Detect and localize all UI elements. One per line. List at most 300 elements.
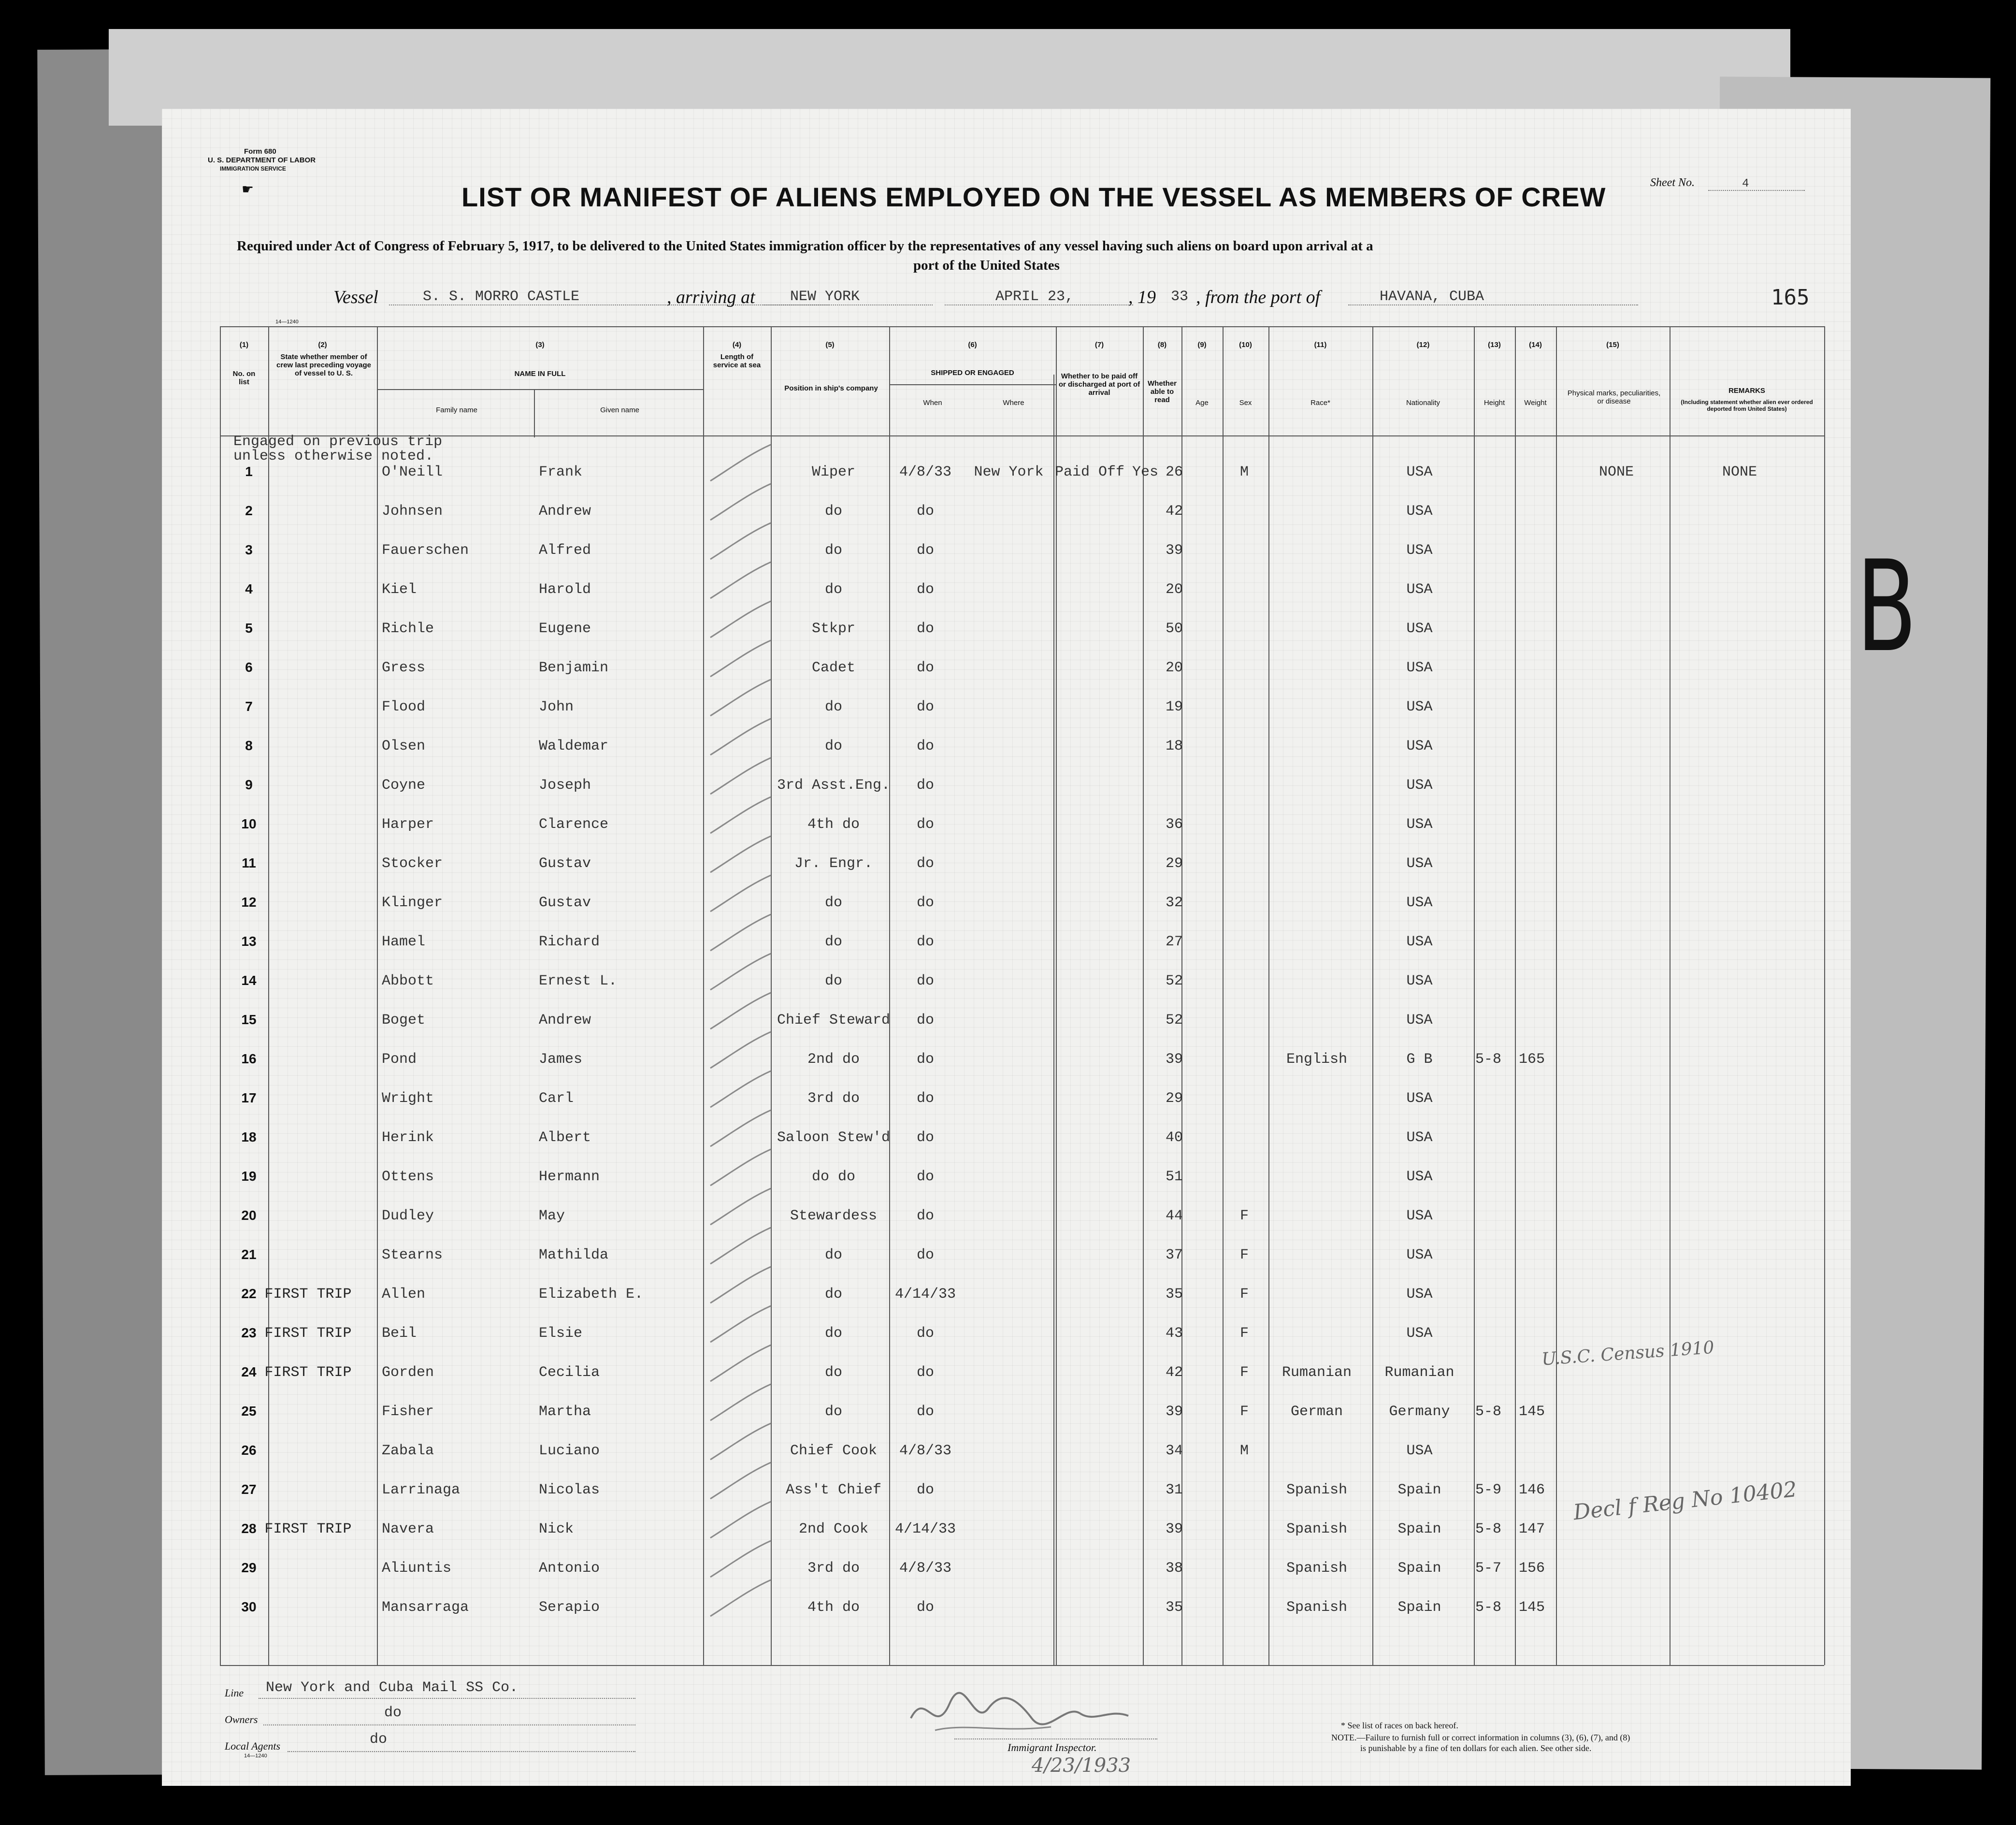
given-name: Nicolas — [539, 1482, 600, 1498]
row-number: 28 — [241, 1521, 257, 1536]
penalty-note-1: NOTE.—Failure to furnish full or correct information in columns (3), (6), (7), and (8) — [1331, 1733, 1630, 1742]
given-name: Gustav — [539, 895, 591, 911]
col1-number: (1) — [239, 341, 249, 349]
position: Cadet — [811, 660, 855, 676]
family-name: Coyne — [382, 777, 426, 794]
col3-given: Given name — [600, 406, 639, 414]
given-name: Andrew — [539, 1012, 591, 1028]
position: Saloon Stew'd — [777, 1130, 891, 1146]
col16-subheader: (Including statement whether alien ever ordered deported from United States) — [1681, 399, 1813, 412]
shipped-when: do — [916, 1208, 934, 1224]
row-number: 21 — [241, 1247, 257, 1262]
race: English — [1286, 1051, 1348, 1068]
position: do — [824, 1404, 842, 1420]
position: do — [824, 581, 842, 598]
position: 2nd Cook — [798, 1521, 869, 1537]
given-name: Nick — [539, 1521, 574, 1537]
table-row — [162, 581, 1851, 620]
age: 39 — [1165, 542, 1183, 559]
shipped-when: do — [916, 621, 934, 637]
given-name: Harold — [539, 581, 591, 598]
weight: 146 — [1518, 1482, 1545, 1498]
age: 52 — [1165, 973, 1183, 989]
age: 19 — [1165, 699, 1183, 715]
row-number: 8 — [245, 738, 253, 753]
height: 5-8 — [1475, 1599, 1501, 1616]
nationality: USA — [1406, 503, 1433, 520]
given-name: John — [539, 699, 574, 715]
family-name: Olsen — [382, 738, 426, 754]
age: 26 — [1165, 464, 1183, 480]
shipped-when: do — [916, 738, 934, 754]
weight: 145 — [1518, 1404, 1545, 1420]
col14-number: (14) — [1529, 341, 1542, 349]
position: do — [824, 1286, 842, 1303]
given-name: May — [539, 1208, 565, 1224]
pencil-tick-mark — [701, 912, 773, 956]
table-row — [162, 1051, 1851, 1090]
nationality: USA — [1406, 464, 1433, 480]
family-name: Gress — [382, 660, 426, 676]
table-row — [162, 738, 1851, 777]
table-row — [162, 1521, 1851, 1560]
position: 3rd Asst.Eng. — [777, 777, 891, 794]
age: 52 — [1165, 1012, 1183, 1028]
age: 32 — [1165, 895, 1183, 911]
from-port: HAVANA, CUBA — [1380, 289, 1484, 305]
position: do — [824, 738, 842, 754]
previous-voyage: FIRST TRIP — [264, 1286, 352, 1303]
page-title: LIST OR MANIFEST OF ALIENS EMPLOYED ON THE VESSEL AS MEMBERS OF CREW — [461, 182, 1606, 212]
year-prefix: , 19 — [1128, 287, 1156, 307]
given-name: Gustav — [539, 855, 591, 872]
age: 37 — [1165, 1247, 1183, 1263]
position: 4th do — [807, 1599, 860, 1616]
row-number: 23 — [241, 1325, 257, 1340]
table-row — [162, 503, 1851, 542]
large-b-mark: B — [1856, 534, 1917, 680]
race: Rumanian — [1282, 1364, 1352, 1381]
table-row — [162, 777, 1851, 816]
nationality: USA — [1406, 1169, 1433, 1185]
table-row — [162, 1286, 1851, 1325]
pencil-tick-mark — [701, 755, 773, 799]
shipped-when: do — [916, 973, 934, 989]
family-name: Gorden — [382, 1364, 434, 1381]
col10-number: (10) — [1239, 341, 1252, 349]
shipped-when: do — [916, 660, 934, 676]
family-name: Ottens — [382, 1169, 434, 1185]
age: 35 — [1165, 1599, 1183, 1616]
col4-header: Length of service at sea — [713, 353, 761, 369]
pencil-tick-mark — [701, 1538, 773, 1582]
nationality: USA — [1406, 1012, 1433, 1028]
table-row — [162, 1443, 1851, 1481]
pencil-tick-mark — [701, 677, 773, 721]
row-number: 22 — [241, 1286, 257, 1301]
sex: M — [1239, 1443, 1249, 1459]
nationality: USA — [1406, 621, 1433, 637]
shipped-when: do — [916, 855, 934, 872]
col12-number: (12) — [1416, 341, 1430, 349]
owners-underline — [263, 1724, 635, 1725]
row-number: 4 — [245, 581, 253, 596]
shipped-when: 4/14/33 — [894, 1286, 956, 1303]
pencil-tick-mark — [701, 1069, 773, 1112]
nationality: USA — [1406, 1090, 1433, 1107]
nationality: Germany — [1389, 1404, 1450, 1420]
shipped-where: New York — [974, 464, 1044, 480]
shipped-when: do — [916, 1404, 934, 1420]
row-number: 6 — [245, 660, 253, 675]
race: Spanish — [1286, 1599, 1348, 1616]
position: Ass't Chief — [785, 1482, 882, 1498]
row-number: 18 — [241, 1130, 257, 1144]
family-name: Allen — [382, 1286, 426, 1303]
position: Chief Steward — [777, 1012, 891, 1028]
sex: M — [1239, 464, 1249, 480]
physical-marks: NONE — [1598, 464, 1634, 480]
nationality: USA — [1406, 855, 1433, 872]
col15-number: (15) — [1606, 341, 1619, 349]
shipped-when: do — [916, 1364, 934, 1381]
table-row — [162, 1247, 1851, 1286]
sheet-number: 4 — [1742, 177, 1749, 190]
sheet-underline — [1708, 190, 1805, 191]
race: Spanish — [1286, 1482, 1348, 1498]
age: 38 — [1165, 1560, 1183, 1577]
given-name: Frank — [539, 464, 583, 480]
col4-number: (4) — [732, 341, 742, 349]
family-name: Richle — [382, 621, 434, 637]
agents-label: Local Agents — [225, 1740, 281, 1752]
nationality: USA — [1406, 660, 1433, 676]
row-number: 7 — [245, 699, 253, 714]
subtitle-line2: port of the United States — [913, 258, 1060, 273]
nationality: G B — [1406, 1051, 1433, 1068]
previous-voyage: FIRST TRIP — [264, 1521, 352, 1537]
age: 31 — [1165, 1482, 1183, 1498]
position: 3rd do — [807, 1090, 860, 1107]
family-name: Johnsen — [382, 503, 443, 520]
row-number: 24 — [241, 1364, 257, 1379]
family-name: Kiel — [382, 581, 417, 598]
position: do — [824, 895, 842, 911]
family-name: Stearns — [382, 1247, 443, 1263]
height: 5-8 — [1475, 1404, 1501, 1420]
owners-label: Owners — [225, 1713, 258, 1725]
shipped-when: do — [916, 699, 934, 715]
pencil-tick-mark — [701, 599, 773, 642]
arrival-date: APRIL 23, — [995, 289, 1074, 305]
table-top-rule — [220, 326, 1824, 327]
given-name: Luciano — [539, 1443, 600, 1459]
pencil-tick-mark — [701, 1304, 773, 1347]
row-number: 16 — [241, 1051, 257, 1066]
row-number: 2 — [245, 503, 253, 518]
row-number: 30 — [241, 1599, 257, 1614]
given-name: Joseph — [539, 777, 591, 794]
row-number: 19 — [241, 1169, 257, 1184]
note-unless-noted: unless otherwise noted. — [233, 448, 434, 464]
shipped-when: do — [916, 816, 934, 833]
pencil-tick-mark — [701, 442, 773, 486]
height: 5-7 — [1475, 1560, 1501, 1577]
table-bottom-rule — [220, 1665, 1824, 1666]
given-name: Elizabeth E. — [539, 1286, 644, 1303]
row-number: 15 — [241, 1012, 257, 1027]
shipped-when: do — [916, 1051, 934, 1068]
line-value: New York and Cuba Mail SS Co. — [266, 1680, 518, 1696]
age: 27 — [1165, 934, 1183, 950]
row-number: 1 — [245, 464, 253, 479]
table-row — [162, 1169, 1851, 1207]
age: 42 — [1165, 1364, 1183, 1381]
position: 4th do — [807, 816, 860, 833]
pencil-tick-mark — [701, 1108, 773, 1151]
height: 5-9 — [1475, 1482, 1501, 1498]
family-name: Pond — [382, 1051, 417, 1068]
race: Spanish — [1286, 1521, 1348, 1537]
pencil-tick-mark — [701, 873, 773, 916]
inspector-signature — [906, 1684, 1138, 1742]
pencil-tick-mark — [701, 834, 773, 877]
weight: 147 — [1518, 1521, 1545, 1537]
nationality: Spain — [1397, 1521, 1441, 1537]
position: do — [824, 542, 842, 559]
shipped-when: 4/8/33 — [899, 1443, 952, 1459]
col11-number: (11) — [1314, 341, 1327, 349]
inspector-date: 4/23/1933 — [1032, 1754, 1131, 1777]
row-number: 26 — [241, 1443, 257, 1458]
age: 20 — [1165, 660, 1183, 676]
given-name: Cecilia — [539, 1364, 600, 1381]
position: Chief Cook — [790, 1443, 878, 1459]
print-code-top: 14—1240 — [275, 319, 299, 325]
given-name: Elsie — [539, 1325, 583, 1342]
shipped-when: do — [916, 542, 934, 559]
pencil-tick-mark — [701, 1147, 773, 1190]
age: 39 — [1165, 1404, 1183, 1420]
agents-value: do — [370, 1731, 388, 1748]
row-number: 11 — [242, 855, 256, 870]
nationality: USA — [1406, 738, 1433, 754]
pencil-tick-mark — [701, 795, 773, 838]
pencil-tick-mark — [701, 951, 773, 995]
sex: F — [1239, 1404, 1249, 1420]
pencil-tick-mark — [701, 1343, 773, 1386]
sex: F — [1239, 1364, 1249, 1381]
row-number: 12 — [241, 895, 257, 910]
col8-number: (8) — [1157, 341, 1167, 349]
nationality: USA — [1406, 895, 1433, 911]
shipped-when: 4/14/33 — [894, 1521, 956, 1537]
family-name: Klinger — [382, 895, 443, 911]
age: 39 — [1165, 1521, 1183, 1537]
table-row — [162, 973, 1851, 1012]
nationality: USA — [1406, 1443, 1433, 1459]
service-name: IMMIGRATION SERVICE — [220, 165, 286, 172]
sex: F — [1239, 1208, 1249, 1224]
position: do — [824, 934, 842, 950]
nationality: USA — [1406, 777, 1433, 794]
position: do — [824, 699, 842, 715]
shipped-when: do — [916, 1012, 934, 1028]
shipped-when: do — [916, 1325, 934, 1342]
nationality: USA — [1406, 934, 1433, 950]
name-subrule — [377, 389, 703, 390]
col10-header: Sex — [1239, 399, 1252, 407]
col3-number: (3) — [535, 341, 545, 349]
age: 36 — [1165, 816, 1183, 833]
pencil-tick-mark — [701, 990, 773, 1034]
height: 5-8 — [1475, 1521, 1501, 1537]
vessel-label: Vessel — [333, 287, 378, 307]
age: 34 — [1165, 1443, 1183, 1459]
pencil-tick-mark — [701, 560, 773, 603]
age: 35 — [1165, 1286, 1183, 1303]
page-number: 165 — [1771, 285, 1810, 310]
declaration-annotation: Decl f Reg No 10402 — [1572, 1477, 1798, 1525]
inspector-underline — [954, 1738, 1157, 1739]
pencil-tick-mark — [701, 1186, 773, 1230]
sex: F — [1239, 1325, 1249, 1342]
table-row — [162, 699, 1851, 738]
given-name: Albert — [539, 1130, 591, 1146]
pencil-tick-mark — [701, 716, 773, 760]
age: 29 — [1165, 1090, 1183, 1107]
family-name: O'Neill — [382, 464, 443, 480]
given-name: Antonio — [539, 1560, 600, 1577]
races-note: * See list of races on back hereof. — [1341, 1721, 1458, 1730]
family-name: Stocker — [382, 855, 443, 872]
weight: 156 — [1518, 1560, 1545, 1577]
nationality: USA — [1406, 542, 1433, 559]
position: do do — [811, 1169, 855, 1185]
col5-number: (5) — [825, 341, 835, 349]
shipped-when: do — [916, 1169, 934, 1185]
shipped-when: do — [916, 1599, 934, 1616]
sex: F — [1239, 1247, 1249, 1263]
col14-header: Weight — [1524, 399, 1547, 407]
family-name: Aliuntis — [382, 1560, 452, 1577]
row-number: 10 — [241, 816, 257, 831]
row-number: 3 — [245, 542, 253, 557]
age: 40 — [1165, 1130, 1183, 1146]
age: 51 — [1165, 1169, 1183, 1185]
pencil-tick-mark — [701, 1421, 773, 1464]
year-suffix: 33 — [1171, 289, 1189, 305]
age: 42 — [1165, 503, 1183, 520]
shipped-when: do — [916, 1130, 934, 1146]
pencil-tick-mark — [701, 1382, 773, 1425]
family-name: Navera — [382, 1521, 434, 1537]
table-row — [162, 1208, 1851, 1246]
given-name: Eugene — [539, 621, 591, 637]
given-name: Mathilda — [539, 1247, 609, 1263]
position: Wiper — [811, 464, 855, 480]
given-name: James — [539, 1051, 583, 1068]
able-to-read: Yes — [1132, 464, 1158, 480]
age: 39 — [1165, 1051, 1183, 1068]
col3-header: NAME IN FULL — [514, 370, 566, 378]
given-name: Serapio — [539, 1599, 600, 1616]
line-underline — [259, 1698, 635, 1699]
shipped-when: do — [916, 934, 934, 950]
given-name: Benjamin — [539, 660, 609, 676]
weight: 145 — [1518, 1599, 1545, 1616]
col-rule — [534, 389, 535, 437]
col1-header: No. on list — [232, 370, 256, 386]
subtitle-line1: Required under Act of Congress of February 5, 1917, to be delivered to the United States immigration officer by the representatives of any vessel having such aliens on board upon arrival at a — [237, 238, 1373, 254]
from-label: , from the port of — [1196, 287, 1321, 307]
age: 44 — [1165, 1208, 1183, 1224]
family-name: Dudley — [382, 1208, 434, 1224]
age: 18 — [1165, 738, 1183, 754]
age: 20 — [1165, 581, 1183, 598]
col9-number: (9) — [1197, 341, 1207, 349]
nationality: USA — [1406, 699, 1433, 715]
remarks: NONE — [1722, 464, 1757, 480]
line-label: Line — [225, 1687, 244, 1699]
col3-family: Family name — [436, 406, 477, 414]
table-row — [162, 1560, 1851, 1599]
manifest-sheet — [162, 109, 1917, 1786]
nationality: USA — [1406, 1130, 1433, 1146]
pencil-tick-mark — [701, 1264, 773, 1308]
sheet-label: Sheet No. — [1650, 176, 1695, 189]
inspector-label: Immigrant Inspector. — [1008, 1741, 1097, 1753]
table-row — [162, 464, 1851, 503]
pencil-tick-mark — [701, 1578, 773, 1621]
paid-off: Paid Off — [1054, 464, 1125, 480]
position: 3rd do — [807, 1560, 860, 1577]
pencil-tick-mark — [701, 1460, 773, 1504]
family-name: Larrinaga — [382, 1482, 461, 1498]
note-previous-trip: Engaged on previous trip — [233, 434, 443, 450]
family-name: Flood — [382, 699, 426, 715]
col12-header: Nationality — [1406, 399, 1440, 407]
col6-where: Where — [1003, 399, 1024, 407]
nationality: Spain — [1397, 1560, 1441, 1577]
position: 2nd do — [807, 1051, 860, 1068]
nationality: USA — [1406, 1325, 1433, 1342]
family-name: Herink — [382, 1130, 434, 1146]
position: do — [824, 973, 842, 989]
given-name: Alfred — [539, 542, 591, 559]
given-name: Waldemar — [539, 738, 609, 754]
position: Jr. Engr. — [794, 855, 873, 872]
table-row — [162, 934, 1851, 972]
given-name: Ernest L. — [539, 973, 618, 989]
shipped-when: do — [916, 1482, 934, 1498]
previous-voyage: FIRST TRIP — [264, 1325, 352, 1342]
col8-header: Whether able to read — [1148, 379, 1177, 404]
col2-header: State whether member of crew last preceding voyage of vessel to U. S. — [276, 353, 371, 377]
nationality: Rumanian — [1384, 1364, 1454, 1381]
owners-value: do — [384, 1705, 402, 1721]
nationality: USA — [1406, 816, 1433, 833]
nationality: Spain — [1397, 1482, 1441, 1498]
position: do — [824, 1364, 842, 1381]
nationality: USA — [1406, 1247, 1433, 1263]
position: do — [824, 503, 842, 520]
arriving-label: , arriving at — [667, 287, 755, 307]
given-name: Hermann — [539, 1169, 600, 1185]
vessel-name: S. S. MORRO CASTLE — [423, 289, 580, 305]
pencil-tick-mark — [701, 521, 773, 564]
table-row — [162, 542, 1851, 581]
